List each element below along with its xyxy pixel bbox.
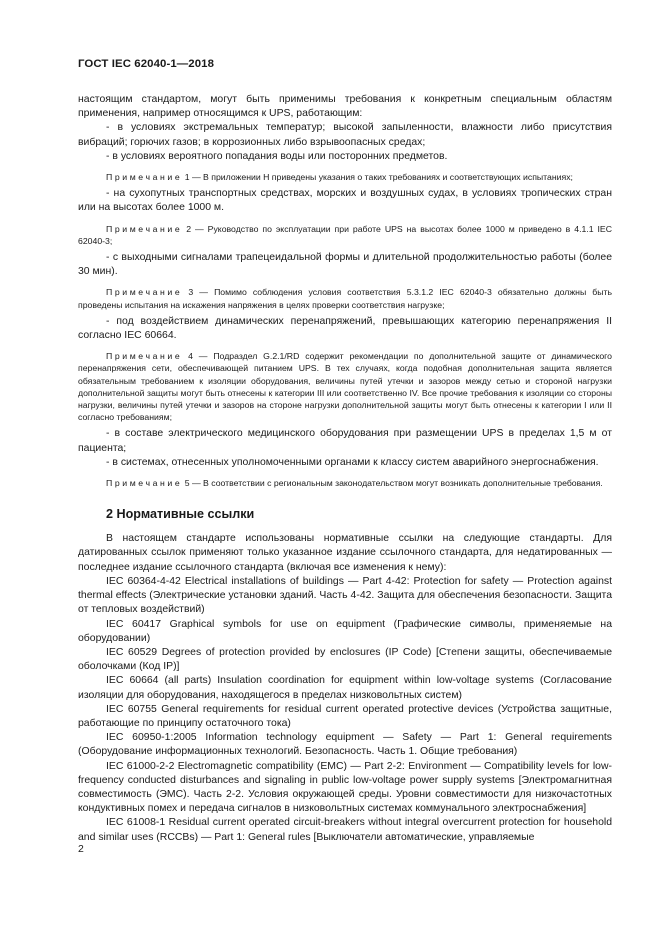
- note-5: [78, 477, 612, 489]
- list-item: - с выходными сигналами трапецеидальной формы и длительной продолжительностью работы (более 30 мин).: [78, 252, 612, 278]
- list-item: - в составе электрического медицинского оборудования при размещении UPS в пределах 1,5 м от пациента;: [78, 428, 612, 454]
- note-text: 5 — В соответствии с региональным законодательством могут возникать дополнительные требования.: [182, 478, 603, 489]
- reference-item: IEC 60664 (all parts) Insulation coordination for equipment within low-voltage systems (Согласование изоляции для оборудования, находящегося в пределах низковольтных систем): [78, 675, 612, 701]
- reference-item: IEC 60364-4-42 Electrical installations of buildings — Part 4-42: Protection for safety — Protection against thermal effects (Электрические установки зданий. Часть 4-42. Защита для обеспечения безопасности. Защита от тепловых воздействий): [78, 575, 612, 616]
- list-item: - под воздействием динамических перенапряжений, превышающих категорию перенапряжения II согласно IEC 60664.: [78, 315, 612, 342]
- note-text: 3 — Помимо соблюдения условия соответствия 5.3.1.2 IEC 62040-3 обязательно должны быть проведены испытания на искажения напряжения в целях проверки соответствия нагрузке;: [78, 287, 612, 310]
- reference-item: IEC 60529 Degrees of protection provided by enclosures (IP Code) [Степени защиты, обеспечиваемые оболочками (Код IP)]: [78, 646, 612, 673]
- note-1: [78, 171, 612, 183]
- note-text: 4 — Подраздел G.2.1/RD содержит рекомендации по дополнительной защите от динамического перенапряжения сети, обеспечивающей питанием UPS. В тех случаях, когда подобная дополнительная защита является обязательным требованием к изоляции оборудования, величины путей утечки и зазоров между сетью и стороной нагрузки дополнительной защиты могут быть отнесены к категории III или соответственно IV. Все прочие требования к изоляции со стороны нагрузки, величины путей утечки и зазоров на стороне нагрузки дополнительной защиты могут быть отнесены к категории I или II согласно требованиям;: [78, 351, 612, 423]
- paragraph-intro: настоящим стандартом, могут быть применимы требования к конкретным специальным областям применения, например относящимся к UPS, работающим:: [78, 94, 612, 120]
- note-2: [78, 223, 612, 247]
- paragraph-refs-intro: В настоящем стандарте использованы нормативные ссылки на следующие стандарты. Для датированных ссылок применяют только указанное издание ссылочного стандарта, для недатированных — последнее издание ссылочного стандарта (включая все изменения к нему):: [78, 533, 612, 573]
- document-header: ГОСТ IEC 62040-1—2018: [78, 58, 215, 70]
- note-label: Примечание: [106, 478, 183, 489]
- note-label: Примечание: [106, 223, 183, 234]
- list-item: - в условиях вероятного попадания воды или посторонних предметов.: [106, 150, 448, 162]
- note-4: [78, 350, 612, 423]
- page-number: 2: [78, 844, 84, 855]
- note-text: 1 — В приложении Н приведены указания о таких требованиях и соответствующих испытаниях;: [182, 172, 573, 183]
- list-item: - в системах, отнесенных уполномоченными органами к классу систем аварийного энергоснабжения.: [106, 456, 599, 468]
- list-item: - в условиях экстремальных температур; высокой запыленности, влажности либо присутствия вибраций; горючих газов; в коррозионных либо взрывоопасных средах;: [78, 122, 612, 148]
- reference-item: IEC 61000-2-2 Electromagnetic compatibility (EMC) — Part 2-2: Environment — Compatibility levels for low-frequency conducted disturbances and signaling in public low-voltage power supply systems [Электромагнитная совместимость (ЭМС). Часть 2-2. Условия окружающей среды. Уровни совместимости для низкочастотных кондуктивных помех и передача сигналов в низковольтных системах коммунального электроснабжения]: [78, 760, 612, 815]
- list-item: - на сухопутных транспортных средствах, морских и воздушных судах, в условиях тропических стран или на высотах более 1000 м.: [78, 188, 612, 214]
- reference-item: IEC 60417 Graphical symbols for use on equipment (Графические символы, применяемые на оборудовании): [78, 618, 612, 644]
- reference-item: IEC 60950-1:2005 Information technology equipment — Safety — Part 1: General requirements (Оборудование информационных технологий. Безопасность. Часть 1. Общие требования): [78, 732, 612, 758]
- note-3: [78, 286, 612, 310]
- document-page: [78, 58, 612, 845]
- reference-item: IEC 60755 General requirements for residual current operated protective devices (Устройства защитные, работающие по принципу остаточного тока): [78, 703, 612, 729]
- note-label: Примечание: [106, 172, 183, 183]
- note-text: 2 — Руководство по эксплуатации при работе UPS на высотах более 1000 м приведено в 4.1.1 IEC 62040-3;: [78, 223, 612, 246]
- note-label: Примечание: [106, 351, 183, 362]
- note-label: Примечание: [106, 287, 183, 298]
- section-heading: 2 Нормативные ссылки: [106, 507, 255, 522]
- reference-item: IEC 61008-1 Residual current operated circuit-breakers without integral overcurrent protection for household and similar uses (RCCBs) — Part 1: General rules [Выключатели автоматические, управляемые: [78, 817, 612, 843]
